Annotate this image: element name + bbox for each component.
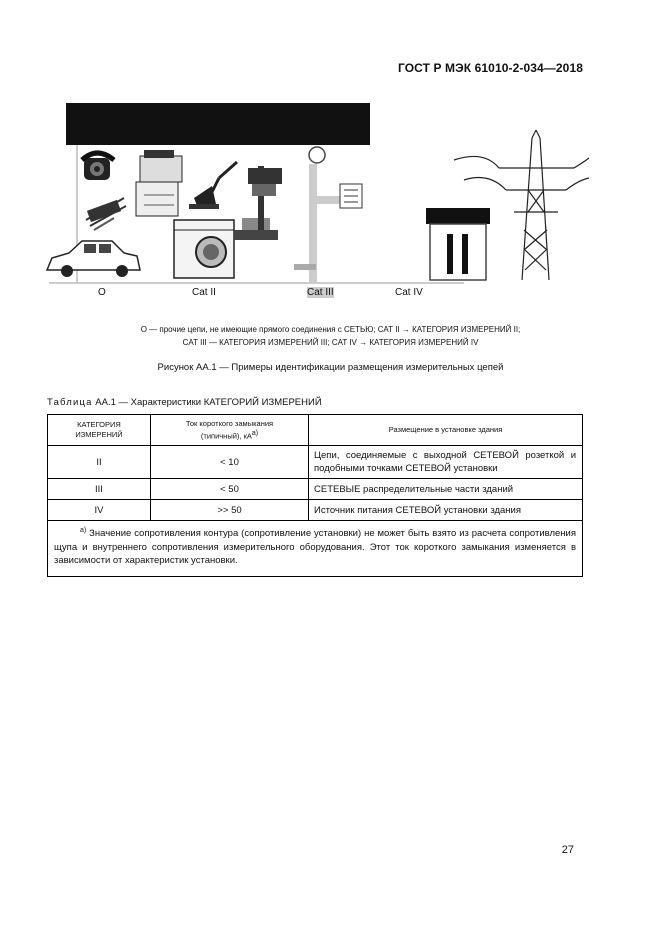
figure-illustration [44, 100, 589, 305]
table-row [48, 479, 583, 500]
header-current-footnote-mark: a) [251, 429, 259, 437]
cell-current: < 10 [151, 446, 309, 479]
label-cat-ii: Cat II [192, 287, 216, 298]
cell-current: >> 50 [151, 500, 309, 521]
lamp-icon [189, 162, 237, 209]
table-title [47, 397, 322, 408]
page-number: 27 [561, 844, 574, 856]
header-current: Ток короткого замыкания (типичный), $кА^{a)}$ [151, 415, 309, 446]
footnote-mark: a) [80, 527, 87, 534]
table-row [48, 446, 583, 479]
transformer-box [426, 208, 490, 280]
table-title-rest: АА.1 — Характеристики КАТЕГОРИЙ ИЗМЕРЕНИЙ [92, 397, 322, 408]
label-o: O [98, 287, 106, 298]
table-footnote-row [48, 521, 583, 577]
car-icon [47, 241, 140, 277]
header-category: КАТЕГОРИЯ ИЗМЕРЕНИЙ [48, 415, 151, 446]
cell-location: Цепи, соединяемые с выходной СЕТЕВОЙ розеткой и подобными точками СЕТЕВОЙ установки [309, 446, 583, 479]
label-cat-iii: Cat III [307, 287, 334, 298]
table-title-prefix: Таблица [47, 397, 93, 408]
table-row [48, 500, 583, 521]
cell-category: IV [48, 500, 151, 521]
cell-category: III [48, 479, 151, 500]
cell-category: II [48, 446, 151, 479]
table-header-row [48, 415, 583, 446]
components-icon [86, 198, 126, 230]
drill-press-icon [234, 166, 282, 240]
document-header: ГОСТ Р МЭК 61010-2-034—2018 [398, 61, 583, 75]
washing-machine-icon [174, 220, 234, 278]
cell-location: Источник питания СЕТЕВОЙ установки здания [309, 500, 583, 521]
table-footnote [48, 521, 583, 577]
cell-location: СЕТЕВЫЕ распределительные части зданий [309, 479, 583, 500]
figure-legend [0, 323, 661, 349]
header-location: Размещение в установке здания [309, 415, 583, 446]
footnote-text: Значение сопротивления контура (сопротивление установки) не может быть взято из расчета сопротивления щупа и внутреннего сопротивления измерительного оборудования. Этот ток короткого замыкания изменяется в зависимости от характеристик установки. [54, 528, 576, 567]
figure-caption: Рисунок АА.1 — Примеры идентификации размещения измерительных цепей [157, 362, 504, 373]
printer-icon [136, 150, 182, 216]
cell-current: < 50 [151, 479, 309, 500]
label-cat-iv: Cat IV [395, 287, 423, 298]
telephone-icon [82, 153, 114, 180]
legend-line-1: О — прочие цепи, не имеющие прямого соединения с СЕТЬЮ; САТ II → КАТЕГОРИЯ ИЗМЕРЕНИЙ II; [140, 325, 521, 334]
legend-line-2: CAT III — КАТЕГОРИЯ ИЗМЕРЕНИЙ III; CAT IV → КАТЕГОРИЯ ИЗМЕРЕНИЙ IV [182, 338, 479, 347]
measurement-categories-table [47, 414, 583, 577]
distribution-panel [294, 147, 362, 282]
